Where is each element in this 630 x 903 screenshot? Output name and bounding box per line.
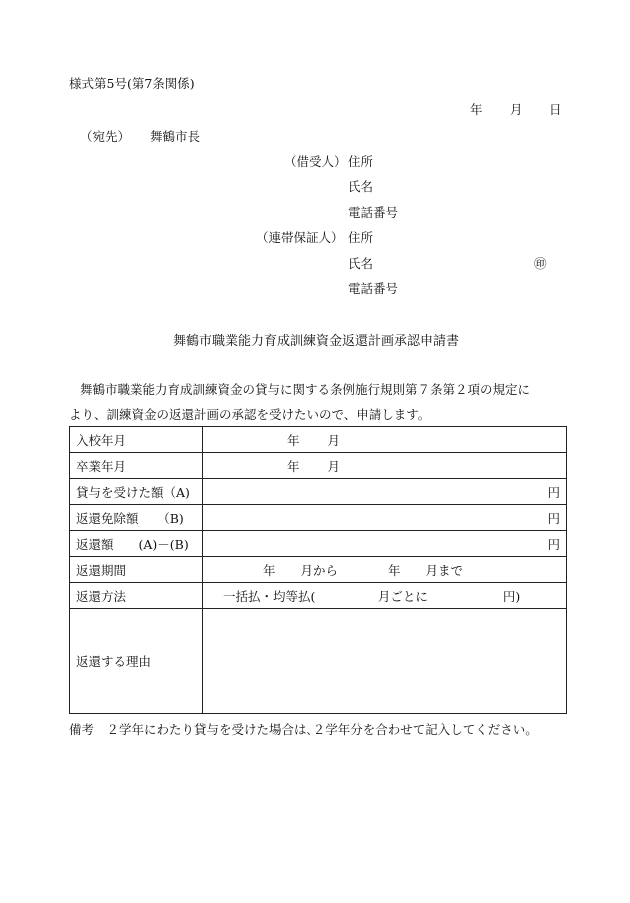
borrower-role: （借受人）	[284, 154, 347, 169]
borrower-phone-label: 電話番号	[348, 205, 399, 220]
loan-amount-unit: 円	[547, 484, 560, 500]
loan-amount-field[interactable]	[203, 479, 567, 505]
repayment-reason-field[interactable]	[203, 609, 567, 714]
table-row	[70, 557, 567, 583]
entry-month-label: 月	[327, 432, 341, 448]
document-title: 舞鶴市職業能力育成訓練資金返還計画承認申請書	[173, 334, 460, 349]
loan-amount-label: 貸与を受けた額（A)	[70, 479, 203, 505]
body-text-line1: 舞鶴市職業能力育成訓練資金の貸与に関する条例施行規則第７条第２項の規定に	[80, 382, 531, 397]
repayment-amount-unit: 円	[547, 536, 560, 552]
repayment-method-field[interactable]	[203, 583, 567, 609]
table-row	[70, 479, 567, 505]
entry-date-label: 入校年月	[70, 427, 203, 453]
exemption-amount-field[interactable]	[203, 505, 567, 531]
borrower-name-label: 氏名	[348, 179, 374, 194]
guarantor-address-label: 住所	[348, 230, 374, 245]
date-month-label: 月	[510, 102, 523, 117]
graduation-month-label: 月	[327, 458, 341, 474]
repayment-period-field[interactable]	[203, 557, 567, 583]
exemption-amount-unit: 円	[547, 510, 560, 526]
exemption-amount-label: 返還免除額 （B)	[70, 505, 203, 531]
repayment-reason-label: 返還する理由	[70, 609, 203, 714]
entry-year-label: 年	[287, 432, 300, 448]
date-year-label: 年	[470, 102, 483, 117]
borrower-address-label: 住所	[348, 154, 374, 169]
repayment-amount-label: 返還額 (A)－(B)	[70, 531, 203, 557]
table-row	[70, 583, 567, 609]
date-day-label: 日	[549, 102, 562, 117]
table-row	[70, 609, 567, 714]
repayment-method-text: 一括払・均等払( 月ごとに 円)	[223, 588, 521, 604]
table-row	[70, 427, 567, 453]
graduation-date-field[interactable]	[203, 453, 567, 479]
repayment-period-label: 返還期間	[70, 557, 203, 583]
graduation-date-label: 卒業年月	[70, 453, 203, 479]
table-row	[70, 531, 567, 557]
table-row	[70, 505, 567, 531]
repayment-method-label: 返還方法	[70, 583, 203, 609]
form-number: 様式第5号(第7条関係)	[69, 76, 195, 91]
guarantor-name-label: 氏名	[348, 256, 374, 271]
repayment-period-text: 年 月から 年 月まで	[263, 562, 464, 578]
table-row	[70, 453, 567, 479]
guarantor-role: （連帯保証人）	[256, 230, 344, 245]
remarks-note: 備考 ２学年にわたり貸与を受けた場合は､２学年分を合わせて記入してください。	[69, 722, 538, 737]
seal-mark: ㊞	[534, 256, 547, 271]
repayment-amount-field[interactable]	[203, 531, 567, 557]
addressee-prefix: （宛先）	[80, 129, 131, 144]
graduation-year-label: 年	[287, 458, 300, 474]
entry-date-field[interactable]	[203, 427, 567, 453]
body-text-line2: より、訓練資金の返還計画の承認を受けたいので、申請します。	[69, 407, 431, 422]
application-table	[69, 426, 567, 714]
addressee: 舞鶴市長	[150, 129, 201, 144]
guarantor-phone-label: 電話番号	[348, 281, 399, 296]
